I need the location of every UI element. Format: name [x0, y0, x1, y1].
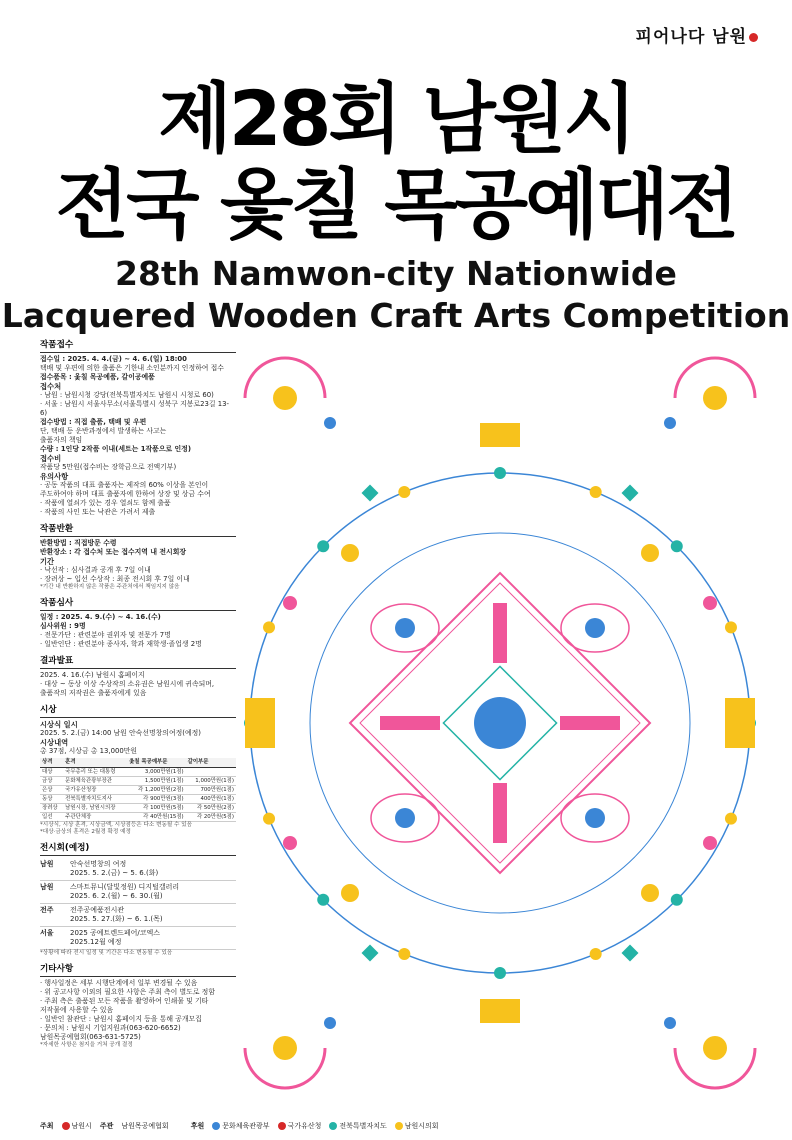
- pattern-flower: [317, 540, 329, 552]
- pattern-dot: [664, 1017, 676, 1029]
- table-cell: 은상: [40, 786, 63, 795]
- info-note: *대상·금상의 훈격은 2월경 확정 예정: [40, 829, 131, 835]
- table-cell: 국가유산청장: [63, 786, 127, 795]
- pattern-bowl: [395, 808, 415, 828]
- table-cell: 국무총리 또는 대통령: [63, 768, 127, 777]
- table-row: [40, 813, 236, 822]
- pattern-flower: [273, 386, 297, 410]
- table-cell: 입선: [40, 813, 63, 822]
- emblem-icon: [278, 1122, 286, 1130]
- info-subheading: 기간: [40, 557, 55, 566]
- info-line: · 작품에 열쇠가 있는 경우 열쇠도 함께 출품: [40, 499, 171, 507]
- pattern-bowl: [395, 618, 415, 638]
- organizer-name: 남원목공예협회: [121, 1122, 169, 1130]
- pattern-dot: [324, 417, 336, 429]
- table-cell: 3,000만원(1점): [127, 768, 186, 777]
- column-header: 훈격: [63, 758, 127, 768]
- section-etc: [40, 964, 236, 1049]
- table-cell: 각 100만원(5점): [127, 804, 186, 813]
- column-header: 옻칠 목공예부문: [127, 758, 186, 768]
- pattern-dot: [703, 836, 717, 850]
- column-header: 상격: [40, 758, 63, 768]
- info-line: 2025. 4. 16.(수) 남원시 홈페이지: [40, 671, 145, 679]
- info-line: · 서울 : 남원시 서울사무소(서울특별시 성북구 지봉로23길 13-6): [40, 400, 229, 417]
- table-row: [40, 768, 236, 777]
- exhibition-place: 2025 공예트렌드페어/코엑스: [70, 929, 161, 937]
- pattern-flower: [263, 813, 275, 825]
- info-line: · 남원 : 남원시청 강당(전북특별자치도 남원시 시청로 60): [40, 391, 214, 399]
- table-cell: 700만원(1점): [186, 786, 236, 795]
- exhibition-city: 남원: [40, 883, 54, 891]
- emblem-icon: [395, 1122, 403, 1130]
- info-subheading: 유의사항: [40, 472, 69, 481]
- pattern-dot: [283, 596, 297, 610]
- info-line: 접수방법 : 직접 출품, 택배 및 우편: [40, 418, 147, 426]
- info-line: · 문의처 : 남원시 기업지원과(063-620-6652): [40, 1024, 181, 1032]
- exhibition-place: 스마트뮤니(달빛정원) 디지털갤러리: [70, 883, 180, 891]
- exhibition-row: [40, 881, 236, 904]
- table-cell: 400만원(1점): [186, 795, 236, 804]
- section-return: [40, 524, 236, 591]
- info-line: · 전문가단 : 관련분야 권위자 및 전문가 7명: [40, 631, 171, 639]
- info-subheading: 접수처: [40, 382, 62, 391]
- flower-icon: [62, 1122, 70, 1130]
- table-cell: 장려상: [40, 804, 63, 813]
- info-line: 2025. 5. 2.(금) 14:00 남원 안숙선명창의여정(예정): [40, 729, 201, 737]
- flower-icon: [749, 33, 758, 42]
- pattern-flower: [398, 948, 410, 960]
- pattern-center: [474, 697, 526, 749]
- info-line: · 작품의 사인 또는 낙관은 가려서 제출: [40, 508, 156, 516]
- sponsor-logo: [395, 1121, 439, 1131]
- info-line: · 주최 측은 출품된 모든 작품을 촬영하여 인쇄물 및 기타: [40, 997, 209, 1005]
- section-result: [40, 656, 236, 698]
- info-line: · 일반인단 : 관련분야 종사자, 학과 재학생·졸업생 2명: [40, 640, 202, 648]
- exhibition-date: 2025. 6. 2.(월) ~ 6. 30.(월): [70, 892, 163, 900]
- info-line: · 대상 ~ 동상 이상 수상작의 소유권은 남원시에 귀속되며,: [40, 680, 215, 688]
- table-header-row: [40, 758, 236, 768]
- table-cell: 각 50만원(2점): [186, 804, 236, 813]
- pattern-gem: [622, 485, 639, 502]
- section-receipt: [40, 340, 236, 517]
- table-cell: 주관단체장: [63, 813, 127, 822]
- pattern-panel: [725, 698, 755, 748]
- pattern-bar: [380, 716, 440, 730]
- section-title: 작품반환: [40, 524, 236, 537]
- section-exhibition: [40, 843, 236, 957]
- exhibition-row: [40, 904, 236, 927]
- pattern-bar: [493, 783, 507, 843]
- pattern-flower: [590, 948, 602, 960]
- emblem-icon: [329, 1122, 337, 1130]
- section-judging: [40, 598, 236, 649]
- exhibition-place: 안숙선명창의 여정: [70, 860, 127, 868]
- sponsor-name: 전북특별자치도: [339, 1122, 387, 1130]
- exhibition-row: [40, 858, 236, 881]
- sponsor-logo: [329, 1121, 386, 1131]
- info-note: *상황에 따라 전시 일정 및 기간은 다소 변동될 수 있음: [40, 950, 173, 956]
- pattern-panel: [480, 999, 520, 1023]
- info-line: · 낙선작 : 심사결과 공개 후 7일 이내: [40, 566, 151, 574]
- table-cell: 문화체육관광부장관: [63, 777, 127, 786]
- info-line: 접수품목 : 옻칠 목공예품, 갈이공예품: [40, 373, 155, 381]
- brand-text: 피어나다 남원: [635, 27, 747, 47]
- pattern-panel: [480, 423, 520, 447]
- title-english-line1: 28th Namwon-city Nationwide: [115, 254, 677, 293]
- info-line: 주도하여야 하며 대표 출품자에 한하여 상장 및 상금 수여: [40, 490, 211, 498]
- pattern-bowl: [585, 618, 605, 638]
- pattern-gem: [362, 945, 379, 962]
- table-row: [40, 786, 236, 795]
- exhibition-city: 전주: [40, 906, 54, 914]
- pattern-flower: [703, 1036, 727, 1060]
- pattern-flower: [725, 813, 737, 825]
- table-cell: 1,000만원(1점): [186, 777, 236, 786]
- info-note: *자세한 사항은 첨지을 거쳐 공개 결정: [40, 1042, 133, 1048]
- section-title: 작품심사: [40, 598, 236, 611]
- info-note: *시상식, 시상 훈격, 시상금액, 시상점등은 다소 변동될 수 있음: [40, 822, 193, 828]
- brand-logo: [636, 22, 758, 47]
- pattern-flower: [398, 486, 410, 498]
- pattern-bowl: [585, 808, 605, 828]
- info-subheading: 시상식 일시: [40, 720, 78, 729]
- info-line: 심사위원 : 9명: [40, 622, 86, 630]
- info-subheading: 접수비: [40, 454, 62, 463]
- table-cell: 전북특별자치도지사: [63, 795, 127, 804]
- section-title: 기타사항: [40, 964, 236, 977]
- info-line: · 장려상 ~ 입선 수상작 : 최종 전시회 후 7일 이내: [40, 575, 190, 583]
- info-line: · 위 공고사항 이외의 필요한 사항은 주최 측이 별도로 정함: [40, 988, 215, 996]
- pattern-flower: [641, 544, 659, 562]
- pattern-flower: [341, 884, 359, 902]
- pattern-panel: [245, 698, 275, 748]
- info-line: 출품자의 책임: [40, 436, 83, 444]
- title-korean-line1: 제28회 남원시: [158, 74, 634, 163]
- table-row: [40, 795, 236, 804]
- pattern-flower: [725, 621, 737, 633]
- info-line: 출품작의 저작권은 출품자에게 있음: [40, 689, 147, 697]
- pattern-gem: [362, 485, 379, 502]
- section-title: 작품접수: [40, 340, 236, 353]
- table-cell: 대상: [40, 768, 63, 777]
- prize-table: [40, 758, 236, 822]
- exhibition-place: 전주공예품전시관: [70, 906, 125, 914]
- host-label: 주최: [40, 1122, 54, 1130]
- pattern-bar: [493, 603, 507, 663]
- decorative-pattern: [240, 338, 760, 1108]
- pattern-dot: [703, 596, 717, 610]
- pattern-gem: [622, 945, 639, 962]
- pattern-flower: [671, 540, 683, 552]
- info-line: · 행사일정은 세부 시행단계에서 일부 변경될 수 있음: [40, 979, 198, 987]
- pattern-bar: [560, 716, 620, 730]
- table-cell: 1,500만원(1점): [127, 777, 186, 786]
- section-title: 시상: [40, 705, 236, 718]
- info-line: 수량 : 1인당 2작품 이내(세트는 1작품으로 인정): [40, 445, 191, 453]
- pattern-flower: [494, 467, 506, 479]
- table-cell: 각 1,200만원(2점): [127, 786, 186, 795]
- info-line: 반환방법 : 직접방문 수령: [40, 539, 117, 547]
- pattern-flower: [263, 621, 275, 633]
- title-korean-line2: 전국 옻칠 목공예대전: [55, 160, 737, 249]
- info-line: 저작물에 사용할 수 있음: [40, 1006, 114, 1014]
- section-award: [40, 705, 236, 836]
- exhibition-date: 2025.12월 예정: [70, 938, 122, 946]
- info-line: 작품당 5만원(접수비는 장학금으로 전액기부): [40, 463, 177, 471]
- pattern-dot: [283, 836, 297, 850]
- exhibition-date: 2025. 5. 27.(화) ~ 6. 1.(목): [70, 915, 163, 923]
- table-cell: 동상: [40, 795, 63, 804]
- pattern-flower: [671, 894, 683, 906]
- info-line: 택배 및 우편에 의한 출품은 기한내 소인분까지 인정하여 접수: [40, 364, 224, 372]
- info-line: 남원목공예협회(063-631-5725): [40, 1033, 141, 1041]
- sponsor-logo: [278, 1121, 322, 1131]
- info-line: 단, 택배 등 운반과정에서 발생하는 사고는: [40, 427, 167, 435]
- pattern-flower: [494, 967, 506, 979]
- exhibition-date: 2025. 5. 2.(금) ~ 5. 6.(화): [70, 869, 159, 877]
- table-row: [40, 804, 236, 813]
- sponsor-label: 후원: [190, 1122, 205, 1130]
- table-cell: 금상: [40, 777, 63, 786]
- pattern-flower: [703, 386, 727, 410]
- info-line: 반환장소 : 각 접수처 또는 접수지역 내 전시회장: [40, 548, 187, 556]
- host-logo: [62, 1121, 92, 1131]
- section-title: 전시회(예정): [40, 843, 236, 856]
- exhibition-row: [40, 927, 236, 950]
- pattern-dot: [664, 417, 676, 429]
- pattern-flower: [641, 884, 659, 902]
- table-cell: 각 40만원(15점): [127, 813, 186, 822]
- organizer-label: 주관: [99, 1122, 114, 1130]
- info-column: [40, 340, 236, 1056]
- info-subheading: 시상내역: [40, 738, 69, 747]
- exhibition-city: 서울: [40, 929, 54, 937]
- sponsor-name: 문화체육관광부: [222, 1122, 270, 1130]
- host-name: 남원시: [71, 1122, 92, 1130]
- table-row: [40, 777, 236, 786]
- pattern-flower: [341, 544, 359, 562]
- footer-credits: [40, 1118, 760, 1134]
- info-line: 일정 : 2025. 4. 9.(수) ~ 4. 16.(수): [40, 613, 161, 621]
- info-line: · 일반인 참관단 : 남원시 홈페이지 등을 통해 공개모집: [40, 1015, 202, 1023]
- pattern-dot: [324, 1017, 336, 1029]
- column-header: 갈이부문: [186, 758, 236, 768]
- table-cell: 각 900만원(3점): [127, 795, 186, 804]
- info-line: 접수일 : 2025. 4. 4.(금) ~ 4. 6.(일) 18:00: [40, 355, 187, 363]
- info-line: 총 37점, 시상금 총 13,000만원: [40, 747, 138, 755]
- pattern-flower: [273, 1036, 297, 1060]
- table-cell: 남원시장, 남원시의장: [63, 804, 127, 813]
- emblem-icon: [212, 1122, 220, 1130]
- exhibition-city: 남원: [40, 860, 54, 868]
- info-note: *기간 내 반환하지 않은 작품은 주관처에서 책임지지 않음: [40, 584, 180, 590]
- sponsor-logo: [212, 1121, 269, 1131]
- pattern-flower: [590, 486, 602, 498]
- table-cell: [186, 768, 236, 777]
- sponsor-name: 국가유산청: [287, 1122, 322, 1130]
- section-title: 결과발표: [40, 656, 236, 669]
- info-line: · 공동 작품의 대표 출품자는 제작의 60% 이상을 본인이: [40, 481, 209, 489]
- sponsor-name: 남원시의회: [404, 1122, 439, 1130]
- title-english-line2: Lacquered Wooden Craft Arts Competition: [1, 296, 791, 335]
- pattern-flower: [317, 894, 329, 906]
- table-cell: 각 20만원(5점): [186, 813, 236, 822]
